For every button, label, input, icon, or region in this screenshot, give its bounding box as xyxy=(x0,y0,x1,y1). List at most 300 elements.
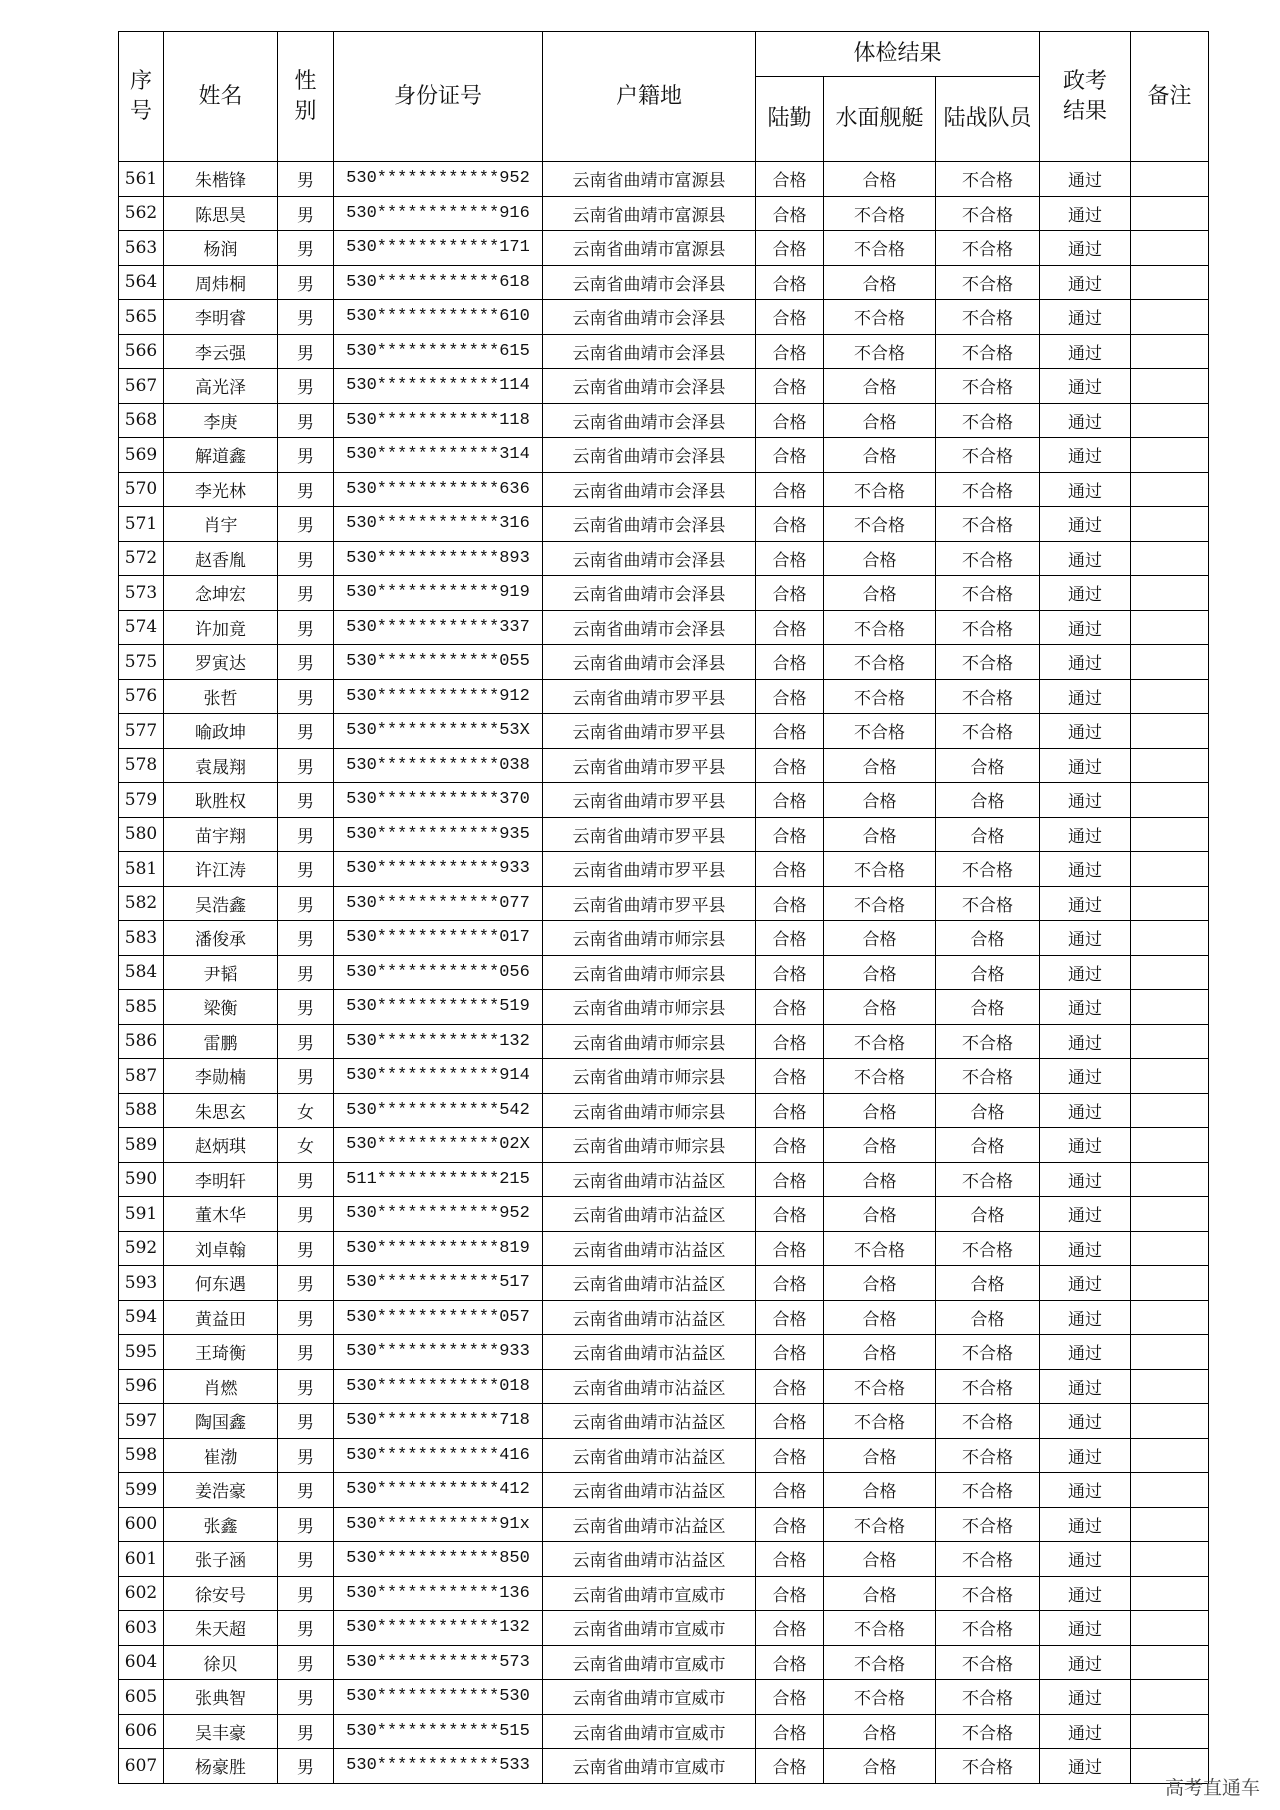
cell-gender: 男 xyxy=(278,1645,334,1680)
cell-origin: 云南省曲靖市沾益区 xyxy=(543,1404,756,1439)
cell-logistics: 合格 xyxy=(756,610,824,645)
cell-gender: 男 xyxy=(278,921,334,956)
cell-gender: 男 xyxy=(278,334,334,369)
cell-origin: 云南省曲靖市师宗县 xyxy=(543,955,756,990)
table-row xyxy=(119,886,1209,921)
cell-gender: 男 xyxy=(278,1369,334,1404)
cell-marine: 不合格 xyxy=(936,1714,1040,1749)
cell-name: 朱楷锋 xyxy=(164,162,278,197)
table-row xyxy=(119,369,1209,404)
cell-remark xyxy=(1131,576,1209,611)
cell-seq: 594 xyxy=(119,1300,164,1335)
cell-surface-ship: 不合格 xyxy=(824,852,936,887)
cell-remark xyxy=(1131,1611,1209,1646)
results-table xyxy=(118,31,1209,1784)
cell-id: 530************615 xyxy=(334,334,543,369)
cell-logistics: 合格 xyxy=(756,679,824,714)
cell-gender: 男 xyxy=(278,300,334,335)
cell-id: 530************952 xyxy=(334,162,543,197)
cell-logistics: 合格 xyxy=(756,748,824,783)
cell-surface-ship: 不合格 xyxy=(824,886,936,921)
cell-marine: 不合格 xyxy=(936,403,1040,438)
cell-name: 苗宇翔 xyxy=(164,817,278,852)
cell-surface-ship: 合格 xyxy=(824,955,936,990)
cell-remark xyxy=(1131,1335,1209,1370)
cell-name: 高光泽 xyxy=(164,369,278,404)
cell-origin: 云南省曲靖市富源县 xyxy=(543,196,756,231)
cell-origin: 云南省曲靖市沾益区 xyxy=(543,1507,756,1542)
cell-origin: 云南省曲靖市会泽县 xyxy=(543,265,756,300)
cell-seq: 579 xyxy=(119,783,164,818)
cell-gender: 男 xyxy=(278,1162,334,1197)
cell-gender: 男 xyxy=(278,576,334,611)
cell-marine: 不合格 xyxy=(936,300,1040,335)
cell-seq: 592 xyxy=(119,1231,164,1266)
cell-name: 许江涛 xyxy=(164,852,278,887)
cell-surface-ship: 不合格 xyxy=(824,1369,936,1404)
cell-marine: 不合格 xyxy=(936,265,1040,300)
cell-gender: 男 xyxy=(278,1473,334,1508)
table-row xyxy=(119,645,1209,680)
cell-seq: 563 xyxy=(119,231,164,266)
cell-origin: 云南省曲靖市沾益区 xyxy=(543,1438,756,1473)
cell-surface-ship: 合格 xyxy=(824,1542,936,1577)
cell-political: 通过 xyxy=(1040,231,1131,266)
table-row xyxy=(119,1024,1209,1059)
cell-gender: 男 xyxy=(278,955,334,990)
cell-remark xyxy=(1131,196,1209,231)
cell-political: 通过 xyxy=(1040,1059,1131,1094)
cell-origin: 云南省曲靖市沾益区 xyxy=(543,1300,756,1335)
cell-logistics: 合格 xyxy=(756,783,824,818)
cell-name: 崔渤 xyxy=(164,1438,278,1473)
cell-name: 罗寅达 xyxy=(164,645,278,680)
cell-logistics: 合格 xyxy=(756,990,824,1025)
cell-id: 530************038 xyxy=(334,748,543,783)
cell-surface-ship: 不合格 xyxy=(824,1404,936,1439)
cell-logistics: 合格 xyxy=(756,1576,824,1611)
results-sheet xyxy=(118,31,1208,1784)
cell-logistics: 合格 xyxy=(756,541,824,576)
cell-seq: 571 xyxy=(119,507,164,542)
cell-gender: 男 xyxy=(278,610,334,645)
cell-surface-ship: 不合格 xyxy=(824,1024,936,1059)
cell-surface-ship: 合格 xyxy=(824,265,936,300)
cell-marine: 不合格 xyxy=(936,1611,1040,1646)
header-gender-label: 性别 xyxy=(294,68,317,124)
cell-surface-ship: 合格 xyxy=(824,162,936,197)
cell-political: 通过 xyxy=(1040,300,1131,335)
cell-origin: 云南省曲靖市沾益区 xyxy=(543,1197,756,1232)
cell-remark xyxy=(1131,1093,1209,1128)
cell-logistics: 合格 xyxy=(756,334,824,369)
cell-origin: 云南省曲靖市罗平县 xyxy=(543,886,756,921)
cell-seq: 590 xyxy=(119,1162,164,1197)
cell-seq: 585 xyxy=(119,990,164,1025)
cell-name: 徐安号 xyxy=(164,1576,278,1611)
cell-logistics: 合格 xyxy=(756,1266,824,1301)
cell-seq: 604 xyxy=(119,1645,164,1680)
cell-id: 530************118 xyxy=(334,403,543,438)
cell-political: 通过 xyxy=(1040,1093,1131,1128)
header-id: 身份证号 xyxy=(334,32,543,162)
cell-gender: 男 xyxy=(278,1059,334,1094)
table-row xyxy=(119,1645,1209,1680)
cell-seq: 601 xyxy=(119,1542,164,1577)
cell-surface-ship: 合格 xyxy=(824,438,936,473)
cell-name: 喻政坤 xyxy=(164,714,278,749)
cell-political: 通过 xyxy=(1040,1680,1131,1715)
cell-id: 530************91x xyxy=(334,1507,543,1542)
cell-political: 通过 xyxy=(1040,196,1131,231)
cell-id: 530************636 xyxy=(334,472,543,507)
cell-origin: 云南省曲靖市富源县 xyxy=(543,162,756,197)
cell-remark xyxy=(1131,1576,1209,1611)
table-row xyxy=(119,162,1209,197)
cell-id: 511************215 xyxy=(334,1162,543,1197)
cell-logistics: 合格 xyxy=(756,1197,824,1232)
cell-name: 李云强 xyxy=(164,334,278,369)
cell-gender: 男 xyxy=(278,472,334,507)
cell-name: 张哲 xyxy=(164,679,278,714)
cell-surface-ship: 不合格 xyxy=(824,231,936,266)
cell-logistics: 合格 xyxy=(756,1473,824,1508)
cell-id: 530************519 xyxy=(334,990,543,1025)
cell-seq: 599 xyxy=(119,1473,164,1508)
cell-remark xyxy=(1131,1680,1209,1715)
cell-remark xyxy=(1131,852,1209,887)
cell-origin: 云南省曲靖市师宗县 xyxy=(543,1128,756,1163)
cell-surface-ship: 不合格 xyxy=(824,1059,936,1094)
cell-id: 530************370 xyxy=(334,783,543,818)
cell-remark xyxy=(1131,817,1209,852)
cell-origin: 云南省曲靖市富源县 xyxy=(543,231,756,266)
cell-origin: 云南省曲靖市师宗县 xyxy=(543,1024,756,1059)
cell-id: 530************412 xyxy=(334,1473,543,1508)
cell-gender: 男 xyxy=(278,852,334,887)
cell-id: 530************316 xyxy=(334,507,543,542)
table-row xyxy=(119,1197,1209,1232)
cell-political: 通过 xyxy=(1040,265,1131,300)
header-origin: 户籍地 xyxy=(543,32,756,162)
cell-remark xyxy=(1131,1300,1209,1335)
cell-gender: 男 xyxy=(278,1714,334,1749)
table-row xyxy=(119,1680,1209,1715)
cell-political: 通过 xyxy=(1040,1128,1131,1163)
cell-name: 耿胜权 xyxy=(164,783,278,818)
cell-remark xyxy=(1131,886,1209,921)
header-seq-label: 序号 xyxy=(130,68,153,124)
header-political-label: 政考结果 xyxy=(1063,68,1108,124)
cell-origin: 云南省曲靖市宣威市 xyxy=(543,1611,756,1646)
header-logistics: 陆勤 xyxy=(756,77,824,162)
cell-marine: 不合格 xyxy=(936,472,1040,507)
cell-marine: 合格 xyxy=(936,990,1040,1025)
cell-id: 530************952 xyxy=(334,1197,543,1232)
cell-seq: 572 xyxy=(119,541,164,576)
table-row xyxy=(119,817,1209,852)
cell-name: 吴浩鑫 xyxy=(164,886,278,921)
cell-seq: 580 xyxy=(119,817,164,852)
cell-surface-ship: 合格 xyxy=(824,1266,936,1301)
cell-origin: 云南省曲靖市会泽县 xyxy=(543,472,756,507)
table-body xyxy=(119,162,1209,1784)
cell-marine: 不合格 xyxy=(936,645,1040,680)
cell-logistics: 合格 xyxy=(756,1024,824,1059)
table-row xyxy=(119,1059,1209,1094)
cell-logistics: 合格 xyxy=(756,1231,824,1266)
cell-logistics: 合格 xyxy=(756,1438,824,1473)
cell-surface-ship: 不合格 xyxy=(824,1231,936,1266)
cell-logistics: 合格 xyxy=(756,507,824,542)
cell-political: 通过 xyxy=(1040,403,1131,438)
cell-logistics: 合格 xyxy=(756,645,824,680)
cell-logistics: 合格 xyxy=(756,1128,824,1163)
cell-marine: 不合格 xyxy=(936,1576,1040,1611)
table-row xyxy=(119,1749,1209,1784)
cell-id: 530************515 xyxy=(334,1714,543,1749)
cell-seq: 607 xyxy=(119,1749,164,1784)
cell-marine: 合格 xyxy=(936,1300,1040,1335)
cell-gender: 男 xyxy=(278,507,334,542)
cell-origin: 云南省曲靖市会泽县 xyxy=(543,507,756,542)
cell-marine: 不合格 xyxy=(936,1059,1040,1094)
cell-surface-ship: 不合格 xyxy=(824,1680,936,1715)
cell-name: 张鑫 xyxy=(164,1507,278,1542)
cell-political: 通过 xyxy=(1040,438,1131,473)
cell-logistics: 合格 xyxy=(756,1645,824,1680)
cell-gender: 男 xyxy=(278,1542,334,1577)
cell-name: 吴丰豪 xyxy=(164,1714,278,1749)
cell-origin: 云南省曲靖市沾益区 xyxy=(543,1473,756,1508)
cell-name: 念坤宏 xyxy=(164,576,278,611)
cell-id: 530************914 xyxy=(334,1059,543,1094)
header-political xyxy=(1040,32,1131,162)
cell-logistics: 合格 xyxy=(756,817,824,852)
cell-political: 通过 xyxy=(1040,1335,1131,1370)
cell-marine: 不合格 xyxy=(936,679,1040,714)
cell-logistics: 合格 xyxy=(756,1749,824,1784)
cell-marine: 不合格 xyxy=(936,886,1040,921)
cell-political: 通过 xyxy=(1040,783,1131,818)
cell-seq: 588 xyxy=(119,1093,164,1128)
cell-political: 通过 xyxy=(1040,1231,1131,1266)
cell-name: 李勋楠 xyxy=(164,1059,278,1094)
cell-seq: 593 xyxy=(119,1266,164,1301)
cell-political: 通过 xyxy=(1040,645,1131,680)
table-row xyxy=(119,610,1209,645)
cell-surface-ship: 合格 xyxy=(824,1128,936,1163)
cell-gender: 男 xyxy=(278,438,334,473)
cell-logistics: 合格 xyxy=(756,852,824,887)
table-row xyxy=(119,1231,1209,1266)
cell-surface-ship: 合格 xyxy=(824,369,936,404)
cell-political: 通过 xyxy=(1040,472,1131,507)
cell-origin: 云南省曲靖市会泽县 xyxy=(543,610,756,645)
cell-remark xyxy=(1131,990,1209,1025)
cell-seq: 582 xyxy=(119,886,164,921)
cell-gender: 男 xyxy=(278,1576,334,1611)
table-row xyxy=(119,300,1209,335)
cell-marine: 不合格 xyxy=(936,1473,1040,1508)
cell-political: 通过 xyxy=(1040,1300,1131,1335)
cell-name: 黄益田 xyxy=(164,1300,278,1335)
cell-political: 通过 xyxy=(1040,541,1131,576)
cell-logistics: 合格 xyxy=(756,403,824,438)
cell-marine: 不合格 xyxy=(936,1438,1040,1473)
cell-name: 杨豪胜 xyxy=(164,1749,278,1784)
cell-marine: 不合格 xyxy=(936,369,1040,404)
cell-id: 530************542 xyxy=(334,1093,543,1128)
cell-name: 赵香胤 xyxy=(164,541,278,576)
cell-marine: 合格 xyxy=(936,921,1040,956)
cell-origin: 云南省曲靖市会泽县 xyxy=(543,369,756,404)
cell-seq: 576 xyxy=(119,679,164,714)
cell-logistics: 合格 xyxy=(756,1680,824,1715)
cell-name: 陈思昊 xyxy=(164,196,278,231)
table-row xyxy=(119,714,1209,749)
cell-gender: 男 xyxy=(278,1749,334,1784)
cell-name: 李庚 xyxy=(164,403,278,438)
cell-logistics: 合格 xyxy=(756,921,824,956)
cell-political: 通过 xyxy=(1040,162,1131,197)
cell-origin: 云南省曲靖市会泽县 xyxy=(543,541,756,576)
cell-marine: 合格 xyxy=(936,1093,1040,1128)
cell-political: 通过 xyxy=(1040,576,1131,611)
cell-id: 530************530 xyxy=(334,1680,543,1715)
cell-gender: 男 xyxy=(278,231,334,266)
cell-political: 通过 xyxy=(1040,1404,1131,1439)
cell-marine: 合格 xyxy=(936,748,1040,783)
cell-seq: 600 xyxy=(119,1507,164,1542)
cell-name: 潘俊承 xyxy=(164,921,278,956)
cell-origin: 云南省曲靖市会泽县 xyxy=(543,300,756,335)
cell-gender: 男 xyxy=(278,645,334,680)
cell-surface-ship: 合格 xyxy=(824,1438,936,1473)
cell-political: 通过 xyxy=(1040,1266,1131,1301)
cell-remark xyxy=(1131,507,1209,542)
cell-gender: 男 xyxy=(278,990,334,1025)
table-row xyxy=(119,1300,1209,1335)
cell-id: 530************573 xyxy=(334,1645,543,1680)
cell-surface-ship: 不合格 xyxy=(824,1611,936,1646)
cell-surface-ship: 合格 xyxy=(824,1749,936,1784)
cell-surface-ship: 不合格 xyxy=(824,610,936,645)
cell-political: 通过 xyxy=(1040,714,1131,749)
cell-id: 530************610 xyxy=(334,300,543,335)
cell-marine: 不合格 xyxy=(936,334,1040,369)
cell-id: 530************533 xyxy=(334,1749,543,1784)
cell-logistics: 合格 xyxy=(756,1093,824,1128)
cell-surface-ship: 不合格 xyxy=(824,300,936,335)
cell-origin: 云南省曲靖市罗平县 xyxy=(543,748,756,783)
cell-seq: 565 xyxy=(119,300,164,335)
cell-marine: 合格 xyxy=(936,783,1040,818)
cell-surface-ship: 不合格 xyxy=(824,714,936,749)
cell-marine: 不合格 xyxy=(936,1162,1040,1197)
cell-gender: 男 xyxy=(278,541,334,576)
cell-origin: 云南省曲靖市宣威市 xyxy=(543,1576,756,1611)
cell-political: 通过 xyxy=(1040,852,1131,887)
cell-marine: 合格 xyxy=(936,1128,1040,1163)
cell-id: 530************893 xyxy=(334,541,543,576)
cell-marine: 不合格 xyxy=(936,1024,1040,1059)
cell-name: 杨润 xyxy=(164,231,278,266)
table-row xyxy=(119,472,1209,507)
cell-remark xyxy=(1131,1369,1209,1404)
table-row xyxy=(119,1335,1209,1370)
cell-name: 李明睿 xyxy=(164,300,278,335)
cell-name: 李明轩 xyxy=(164,1162,278,1197)
cell-seq: 606 xyxy=(119,1714,164,1749)
cell-origin: 云南省曲靖市师宗县 xyxy=(543,1059,756,1094)
cell-id: 530************916 xyxy=(334,196,543,231)
cell-marine: 不合格 xyxy=(936,162,1040,197)
cell-id: 530************416 xyxy=(334,1438,543,1473)
cell-remark xyxy=(1131,748,1209,783)
cell-remark xyxy=(1131,231,1209,266)
cell-seq: 568 xyxy=(119,403,164,438)
table-row xyxy=(119,783,1209,818)
cell-name: 张子涵 xyxy=(164,1542,278,1577)
watermark: 高考直通车 xyxy=(1164,1777,1260,1799)
cell-logistics: 合格 xyxy=(756,886,824,921)
cell-origin: 云南省曲靖市宣威市 xyxy=(543,1714,756,1749)
table-row xyxy=(119,438,1209,473)
cell-remark xyxy=(1131,265,1209,300)
table-row xyxy=(119,1162,1209,1197)
cell-id: 530************132 xyxy=(334,1024,543,1059)
cell-political: 通过 xyxy=(1040,610,1131,645)
cell-seq: 566 xyxy=(119,334,164,369)
cell-marine: 不合格 xyxy=(936,1404,1040,1439)
table-row xyxy=(119,1714,1209,1749)
cell-gender: 男 xyxy=(278,1404,334,1439)
cell-remark xyxy=(1131,403,1209,438)
cell-name: 何东遇 xyxy=(164,1266,278,1301)
cell-id: 530************056 xyxy=(334,955,543,990)
cell-gender: 男 xyxy=(278,748,334,783)
cell-surface-ship: 不合格 xyxy=(824,472,936,507)
cell-marine: 不合格 xyxy=(936,852,1040,887)
cell-gender: 男 xyxy=(278,265,334,300)
cell-id: 530************057 xyxy=(334,1300,543,1335)
cell-origin: 云南省曲靖市宣威市 xyxy=(543,1680,756,1715)
cell-origin: 云南省曲靖市会泽县 xyxy=(543,334,756,369)
cell-marine: 不合格 xyxy=(936,1645,1040,1680)
cell-seq: 598 xyxy=(119,1438,164,1473)
cell-remark xyxy=(1131,921,1209,956)
cell-gender: 男 xyxy=(278,1266,334,1301)
table-row xyxy=(119,1507,1209,1542)
cell-seq: 574 xyxy=(119,610,164,645)
cell-name: 朱天超 xyxy=(164,1611,278,1646)
cell-gender: 男 xyxy=(278,1335,334,1370)
cell-remark xyxy=(1131,1197,1209,1232)
cell-political: 通过 xyxy=(1040,1162,1131,1197)
table-row xyxy=(119,334,1209,369)
cell-seq: 586 xyxy=(119,1024,164,1059)
cell-gender: 男 xyxy=(278,162,334,197)
cell-name: 肖燃 xyxy=(164,1369,278,1404)
cell-origin: 云南省曲靖市沾益区 xyxy=(543,1335,756,1370)
cell-remark xyxy=(1131,1473,1209,1508)
cell-remark xyxy=(1131,1162,1209,1197)
cell-political: 通过 xyxy=(1040,1611,1131,1646)
cell-name: 周炜桐 xyxy=(164,265,278,300)
cell-logistics: 合格 xyxy=(756,162,824,197)
cell-name: 朱思玄 xyxy=(164,1093,278,1128)
